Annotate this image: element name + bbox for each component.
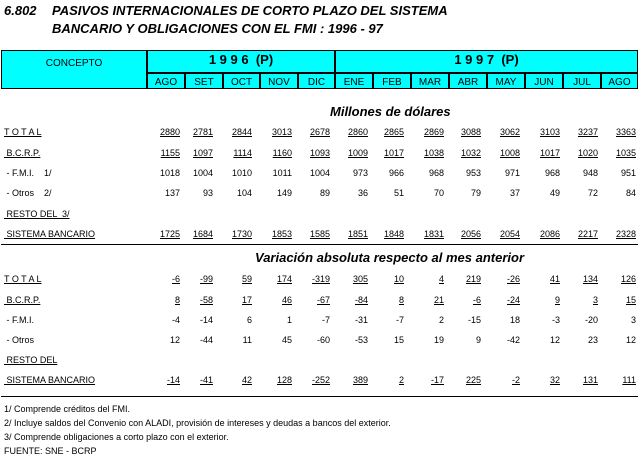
row-label: - F.M.I. 1/ xyxy=(4,168,52,178)
table-row xyxy=(0,148,640,162)
month-header-label: JUN xyxy=(534,77,554,88)
table-cell: 2217 xyxy=(577,229,598,239)
table-cell: 3103 xyxy=(539,127,560,137)
table-cell: 6 xyxy=(246,315,252,325)
row-label: B.C.R.P. xyxy=(4,295,41,305)
section-divider xyxy=(1,244,638,245)
table-cell: 3 xyxy=(630,315,636,325)
month-header-label: ABR xyxy=(457,77,479,88)
table-cell: 2844 xyxy=(231,127,252,137)
table-cell: 17 xyxy=(241,295,252,305)
table-cell: -319 xyxy=(311,274,330,284)
table-cell: 32 xyxy=(549,375,560,385)
table-cell: 1684 xyxy=(192,229,213,239)
table-cell: 51 xyxy=(393,188,404,198)
table-cell: 2054 xyxy=(499,229,520,239)
table-cell: -99 xyxy=(199,274,213,284)
table-cell: -24 xyxy=(506,295,520,305)
table-cell: -252 xyxy=(311,375,330,385)
table-row xyxy=(0,127,640,141)
month-header-label: SET xyxy=(194,77,214,88)
table-cell: 2086 xyxy=(539,229,560,239)
table-cell: -15 xyxy=(467,315,481,325)
table-cell: 137 xyxy=(164,188,180,198)
table-cell: -7 xyxy=(395,315,404,325)
month-header-label: ENE xyxy=(343,77,365,88)
table-cell: 3088 xyxy=(460,127,481,137)
table-cell: 2880 xyxy=(159,127,180,137)
table-cell: 8 xyxy=(398,295,404,305)
table-cell: 1155 xyxy=(160,148,180,158)
table-cell: 2860 xyxy=(347,127,368,137)
table-cell: -53 xyxy=(354,335,368,345)
row-label: B.C.R.P. xyxy=(4,148,41,158)
table-cell: 84 xyxy=(625,188,636,198)
table-cell: 79 xyxy=(470,188,481,198)
table-cell: 19 xyxy=(433,335,444,345)
table-row xyxy=(0,355,640,369)
table-cell: 968 xyxy=(428,168,444,178)
table-cell: -7 xyxy=(321,315,330,325)
table-cell: 3062 xyxy=(499,127,520,137)
concept-header-cell xyxy=(1,50,147,89)
table-cell: 1004 xyxy=(309,168,330,178)
table-cell: 104 xyxy=(236,188,252,198)
table-cell: -31 xyxy=(354,315,368,325)
table-row xyxy=(0,209,640,223)
table-cell: -20 xyxy=(584,315,598,325)
row-label: - Otros xyxy=(4,335,35,345)
table-cell: 149 xyxy=(276,188,292,198)
table-cell: -6 xyxy=(171,274,180,284)
table-cell: 10 xyxy=(393,274,404,284)
table-cell: -42 xyxy=(506,335,520,345)
table-cell: 1093 xyxy=(309,148,330,158)
table-cell: 2869 xyxy=(423,127,444,137)
table-cell: -67 xyxy=(316,295,330,305)
table-cell: 11 xyxy=(242,335,252,345)
table-row xyxy=(0,274,640,288)
table-cell: 951 xyxy=(620,168,636,178)
month-header-label: AGO xyxy=(608,77,631,88)
row-label: RESTO DEL 3/ xyxy=(4,209,70,219)
table-row xyxy=(0,335,640,349)
footnote-1: 1/ Comprende créditos del FMI. xyxy=(4,404,131,414)
year1-label: 1 9 9 6 (P) xyxy=(208,52,274,67)
table-cell: 1004 xyxy=(192,168,213,178)
row-label: SISTEMA BANCARIO xyxy=(4,229,96,239)
table-cell: 174 xyxy=(276,274,292,284)
table-cell: 219 xyxy=(465,274,481,284)
concept-label: CONCEPTO xyxy=(45,58,103,69)
table-cell: 1038 xyxy=(423,148,444,158)
row-label: T O T A L xyxy=(4,274,42,284)
table-cell: 37 xyxy=(509,188,520,198)
month-header-label: FEB xyxy=(382,77,402,88)
table-cell: -84 xyxy=(354,295,368,305)
table-cell: 45 xyxy=(281,335,292,345)
table-row xyxy=(0,375,640,389)
table-cell: 1585 xyxy=(309,229,330,239)
section1-title: Millones de dólares xyxy=(330,104,451,119)
table-cell: 70 xyxy=(433,188,444,198)
table-cell: 305 xyxy=(352,274,368,284)
table-cell: 4 xyxy=(438,274,444,284)
table-cell: 1097 xyxy=(192,148,213,158)
table-cell: 1853 xyxy=(271,229,292,239)
table-cell: 973 xyxy=(352,168,368,178)
table-cell: 1017 xyxy=(383,148,404,158)
table-row xyxy=(0,188,640,202)
table-cell: 111 xyxy=(622,375,636,385)
table-cell: 2056 xyxy=(460,229,481,239)
table-cell: 15 xyxy=(625,295,636,305)
year2-label: 1 9 9 7 (P) xyxy=(454,52,519,67)
table-cell: 12 xyxy=(625,335,636,345)
row-label: - Otros 2/ xyxy=(4,188,52,198)
table-cell: -4 xyxy=(171,315,180,325)
table-cell: 72 xyxy=(587,188,598,198)
table-cell: 1 xyxy=(286,315,292,325)
table-cell: 948 xyxy=(582,168,598,178)
table-cell: 41 xyxy=(549,274,560,284)
month-header-label: JUL xyxy=(573,77,591,88)
table-cell: 3013 xyxy=(271,127,292,137)
table-cell: 59 xyxy=(241,274,252,284)
table-cell: 1114 xyxy=(233,148,252,158)
table-cell: 1017 xyxy=(539,148,560,158)
table-cell: -3 xyxy=(551,315,560,325)
table-cell: 3237 xyxy=(577,127,598,137)
table-cell: 1010 xyxy=(231,168,252,178)
table-cell: 2328 xyxy=(615,229,636,239)
table-cell: 966 xyxy=(388,168,404,178)
table-cell: 18 xyxy=(509,315,520,325)
table-cell: 131 xyxy=(582,375,598,385)
table-cell: -6 xyxy=(472,295,481,305)
table-header xyxy=(1,50,638,115)
table-cell: -14 xyxy=(199,315,213,325)
table-row xyxy=(0,315,640,329)
table-cell: 23 xyxy=(587,335,598,345)
source-note: FUENTE: SNE - BCRP xyxy=(4,446,97,456)
row-label: RESTO DEL xyxy=(4,355,58,365)
table-cell: 3 xyxy=(592,295,598,305)
table-cell: 2865 xyxy=(383,127,404,137)
section2-title: Variación absoluta respecto al mes anterior xyxy=(255,250,525,265)
table-cell: 3363 xyxy=(615,127,636,137)
table-title-text: PASIVOS INTERNACIONALES DE CORTO PLAZO DEL SISTEMA xyxy=(52,3,448,18)
month-header-label: MAY xyxy=(495,77,517,88)
table-cell: 1851 xyxy=(347,229,368,239)
footnote-3: 3/ Comprende obligaciones a corto plazo con el exterior. xyxy=(4,432,229,442)
table-cell: 9 xyxy=(475,335,481,345)
table-cell: 21 xyxy=(433,295,444,305)
table-cell: 968 xyxy=(544,168,560,178)
table-row xyxy=(0,229,640,243)
table-cell: -41 xyxy=(199,375,213,385)
table-cell: 8 xyxy=(174,295,180,305)
table-cell: 1160 xyxy=(272,148,292,158)
table-title-line1 xyxy=(4,3,448,18)
table-cell: -26 xyxy=(506,274,520,284)
table-cell: 2678 xyxy=(309,127,330,137)
table-cell: 1011 xyxy=(272,168,292,178)
table-cell: 126 xyxy=(620,274,636,284)
table-cell: 2781 xyxy=(192,127,213,137)
table-cell: 46 xyxy=(281,295,292,305)
month-header-label: AGO xyxy=(154,77,178,88)
table-cell: -44 xyxy=(199,335,213,345)
row-label: - F.M.I. xyxy=(4,315,34,325)
table-cell: -58 xyxy=(199,295,213,305)
table-cell: 225 xyxy=(465,375,481,385)
month-header-label: NOV xyxy=(268,77,290,88)
table-cell: 9 xyxy=(554,295,560,305)
table-cell: 953 xyxy=(465,168,481,178)
row-label: SISTEMA BANCARIO xyxy=(4,375,96,385)
table-cell: 12 xyxy=(549,335,560,345)
table-row xyxy=(0,295,640,309)
table-cell: -17 xyxy=(430,375,444,385)
table-cell: 389 xyxy=(352,375,368,385)
table-cell: 1831 xyxy=(423,229,444,239)
table-row xyxy=(0,168,640,182)
table-cell: 93 xyxy=(202,188,213,198)
table-cell: -2 xyxy=(511,375,520,385)
table-cell: -60 xyxy=(316,335,330,345)
table-cell: 2 xyxy=(398,375,404,385)
table-cell: 1035 xyxy=(615,148,636,158)
table-cell: 49 xyxy=(549,188,560,198)
footer-divider xyxy=(1,396,638,397)
month-header-label: OCT xyxy=(230,77,253,88)
table-cell: 1725 xyxy=(159,229,180,239)
table-cell: 1730 xyxy=(231,229,252,239)
row-label: T O T A L xyxy=(4,127,42,137)
table-cell: 15 xyxy=(393,335,404,345)
table-number: 6.802 xyxy=(4,3,37,18)
table-cell: 1020 xyxy=(577,148,598,158)
month-header-label: MAR xyxy=(418,77,442,88)
table-cell: -14 xyxy=(166,375,180,385)
table-cell: 2 xyxy=(438,315,444,325)
table-cell: 36 xyxy=(357,188,368,198)
table-cell: 128 xyxy=(276,375,292,385)
table-cell: 971 xyxy=(504,168,520,178)
table-title-line2: BANCARIO Y OBLIGACIONES CON EL FMI : 1996 - 97 xyxy=(52,21,383,36)
table-cell: 1018 xyxy=(159,168,180,178)
table-cell: 12 xyxy=(169,335,180,345)
table-cell: 42 xyxy=(241,375,252,385)
table-cell: 89 xyxy=(319,188,330,198)
month-header-label: DIC xyxy=(307,77,326,88)
table-cell: 1009 xyxy=(347,148,368,158)
table-cell: 1008 xyxy=(499,148,520,158)
table-cell: 1032 xyxy=(460,148,481,158)
footnote-2: 2/ Incluye saldos del Convenio con ALADI, provisión de intereses y deudas a bancos del exterior. xyxy=(4,418,391,428)
table-cell: 134 xyxy=(582,274,598,284)
table-cell: 1848 xyxy=(383,229,404,239)
